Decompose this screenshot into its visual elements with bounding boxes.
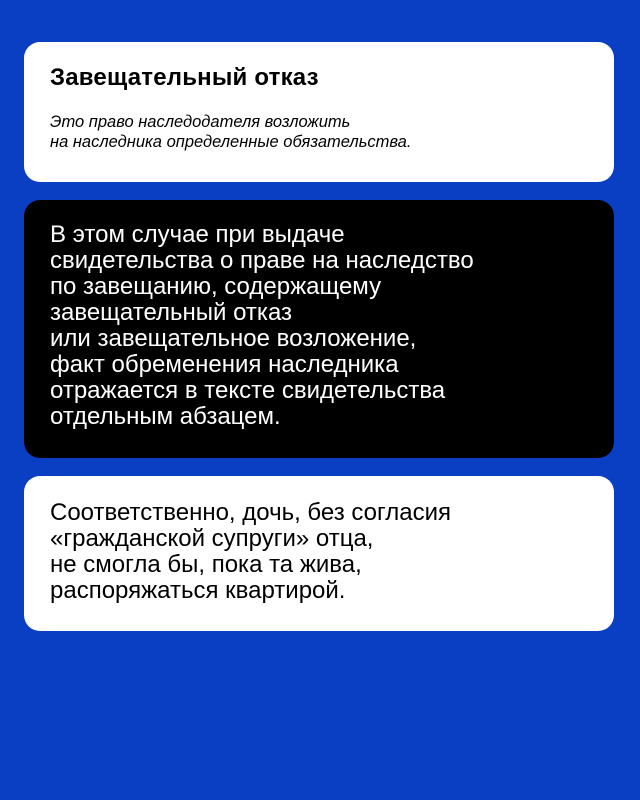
text-line: завещательный отказ: [50, 299, 293, 326]
text-line: отражается в тексте свидетельства: [50, 377, 446, 404]
explanation-card: [24, 200, 614, 458]
text-line: Соответственно, дочь, без согласия: [50, 499, 451, 526]
card-title: Завещательный отказ: [50, 64, 319, 91]
conclusion-text: [50, 500, 588, 604]
subtitle-line: на наследника определенные обязательства.: [50, 133, 412, 151]
text-line: В этом случае при выдаче: [50, 221, 345, 248]
text-line: или завещательное возложение,: [50, 325, 417, 352]
text-line: свидетельства о праве на наследство: [50, 247, 474, 274]
text-line: отдельным абзацем.: [50, 403, 281, 430]
subtitle-line: Это право наследодателя возложить: [50, 113, 351, 131]
text-line: не смогла бы, пока та жива,: [50, 551, 362, 578]
text-line: «гражданской супруги» отца,: [50, 525, 374, 552]
text-line: по завещанию, содержащему: [50, 273, 382, 300]
explanation-text: [50, 222, 588, 430]
text-line: факт обременения наследника: [50, 351, 399, 378]
conclusion-card: [24, 476, 614, 631]
card-subtitle: [50, 112, 588, 152]
text-line: распоряжаться квартирой.: [50, 577, 346, 604]
definition-card: [24, 42, 614, 182]
